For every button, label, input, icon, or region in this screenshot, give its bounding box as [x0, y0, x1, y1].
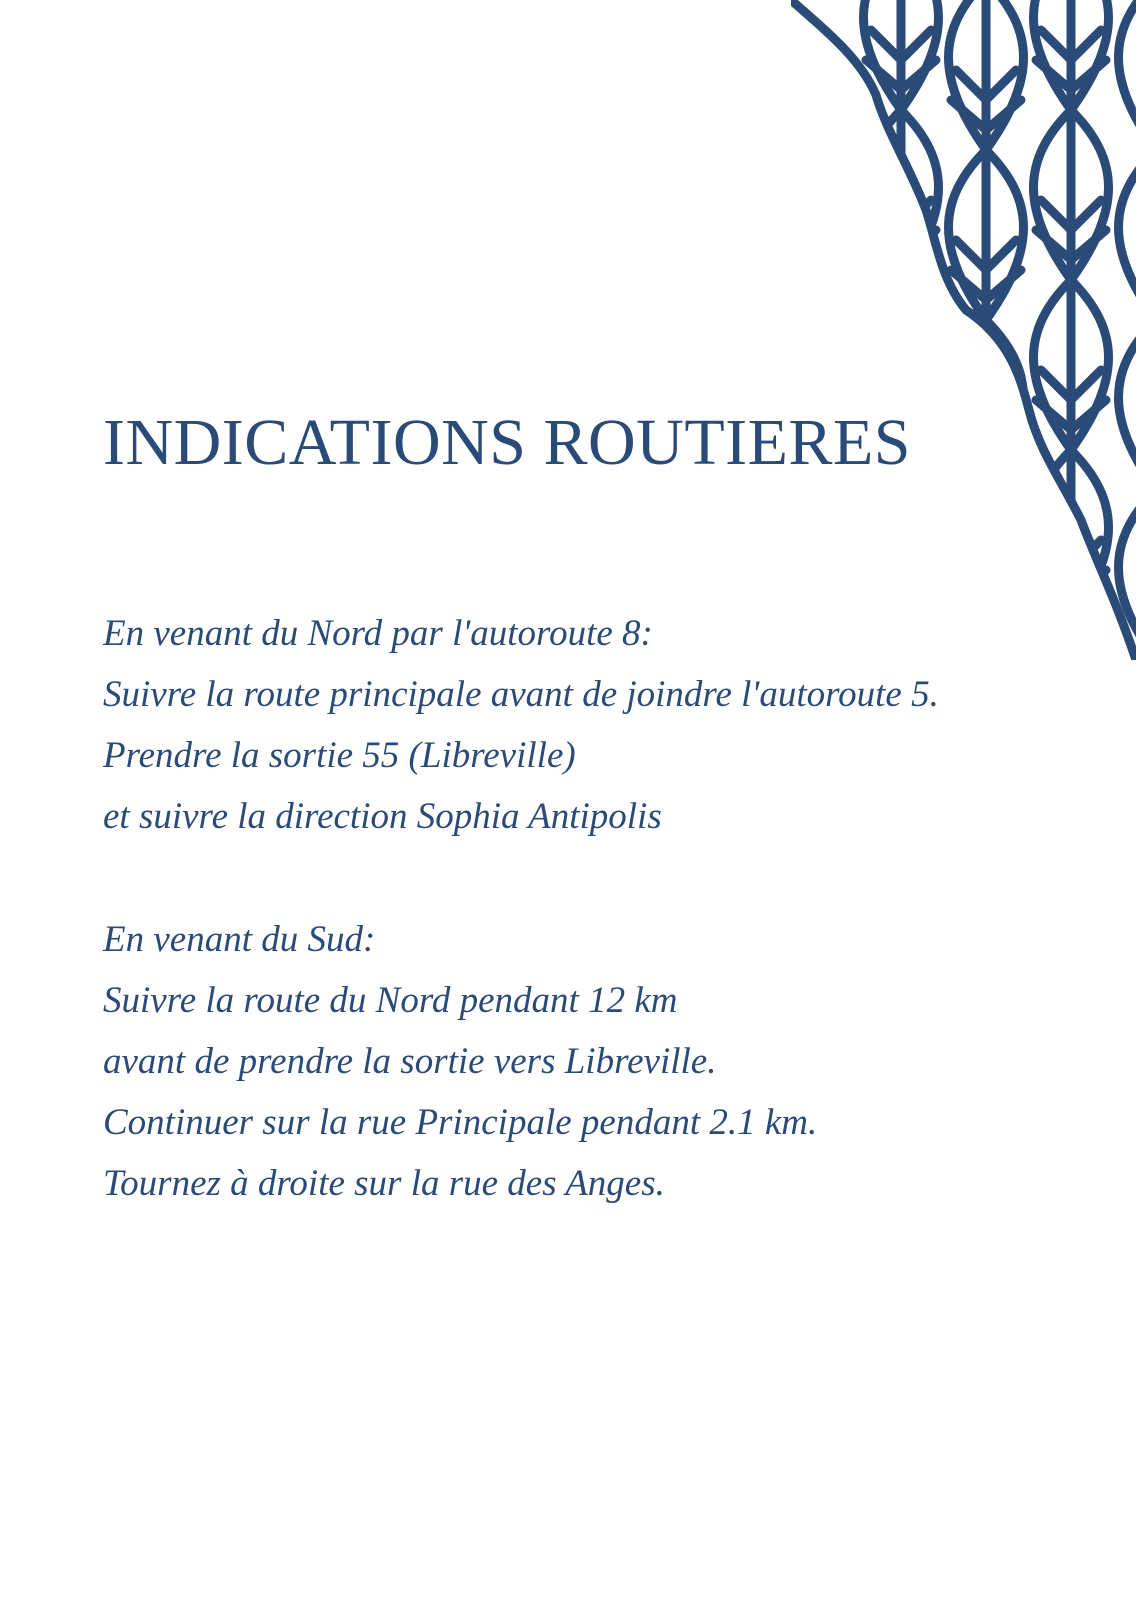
direction-heading-north: En venant du Nord par l'autoroute 8: [103, 613, 653, 654]
page-title: INDICATIONS ROUTIERES [103, 406, 911, 479]
direction-line: Suivre la route principale avant de joindre l'autoroute 5. [103, 674, 939, 715]
direction-line: Tournez à droite sur la rue des Anges. [103, 1163, 665, 1204]
direction-heading-south: En venant du Sud: [103, 919, 376, 960]
direction-line: Continuer sur la rue Principale pendant 2.1 km. [103, 1102, 818, 1143]
directions-from-south [103, 909, 817, 1214]
directions-from-north [103, 603, 939, 847]
leaf-pattern-icon [791, 0, 1136, 660]
direction-line: et suivre la direction Sophia Antipolis [103, 796, 662, 837]
direction-line: Prendre la sortie 55 (Libreville) [103, 735, 576, 776]
direction-line: avant de prendre la sortie vers Libreville. [103, 1041, 717, 1082]
direction-line: Suivre la route du Nord pendant 12 km [103, 980, 678, 1021]
